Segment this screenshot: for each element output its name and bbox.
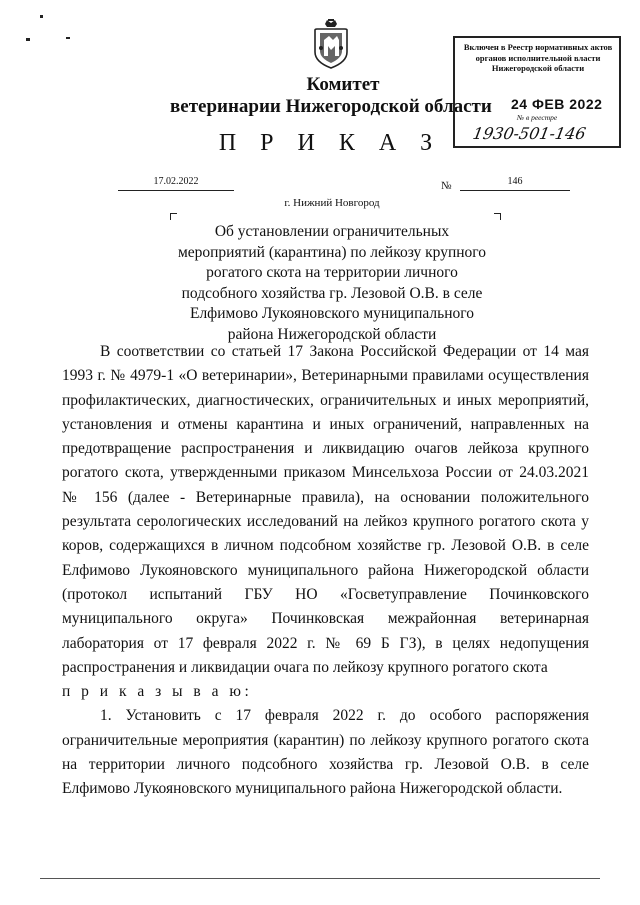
org-name-line1: Комитет [306, 74, 380, 95]
scan-speck [66, 37, 70, 39]
stamp-registry-number: 1930-501-146 [471, 124, 588, 143]
coat-of-arms-emblem [311, 18, 351, 70]
order-item-1: 1. Установить с 17 февраля 2022 г. до особого распоряжения ограничительные мероприятия (карантин) по лейкозу крупного рогатого скота на территории личного подсобного хозяйства гр. Лезовой О.В. в селе Елфимово Лукояновского муниципального района Нижегородской области. [62, 707, 589, 798]
document-type-heading: П Р И К А З [218, 130, 442, 156]
scan-bottom-edge [40, 878, 600, 879]
scan-speck [40, 15, 43, 18]
document-body [62, 340, 589, 802]
document-date: 17.02.2022 [118, 176, 234, 191]
document-number: 146 [460, 176, 570, 191]
stamp-registry-label: № в реестре [517, 113, 558, 122]
stamp-date: 24 ФЕВ 2022 [511, 96, 603, 112]
scan-speck [26, 38, 30, 41]
title-corner-right [494, 213, 501, 220]
document-title: Об установлении ограничительных мероприятий (карантина) по лейкозу крупного рогатого скота на территории личного подсобного хозяйства гр. Лезовой О.В. в селе Елфимово Лукояновского муниципального района Нижегородской области [177, 223, 487, 343]
number-label: № [441, 180, 452, 192]
order-word: п р и к а з ы в а ю: [62, 683, 253, 701]
city-line: г. Нижний Новгород [284, 197, 380, 209]
org-name-line2: ветеринарии Нижегородской области [170, 96, 492, 117]
stamp-text: Включен в Реестр нормативных актов органов исполнительной власти Нижегородской области [463, 42, 613, 73]
preamble-paragraph: В соответствии со статьей 17 Закона Российской Федерации от 14 мая 1993 г. № 4979-1 «О ветеринарии», Ветеринарными правилами осуществления профилактических, диагностических, ограничительных и иных мероприятий, установления и отмены карантина и иных ограничений, направленных на предотвращение распространения и ликвидацию очагов лейкоза крупного рогатого скота, утвержденными приказом Минсельхоза России от 24.03.2021 № 156 (далее - Ветеринарные правила), на основании положительного результата серологических исследований на лейкоз крупного рогатого скота у коров, содержащихся в личном подсобном хозяйстве гр. Лезовой О.В. в селе Елфимово Лукояновского муниципального района Нижегородской области (протокол испытаний ГБУ НО «Госветуправление Починковского муниципального округа» Починковская межрайонная ветеринарная лаборатория от 17 февраля 2022 г. № 69 Б ГЗ), в целях недопущения распространения и ликвидации очага по лейкозу крупного рогатого скота [62, 343, 589, 676]
title-corner-left [170, 213, 177, 220]
